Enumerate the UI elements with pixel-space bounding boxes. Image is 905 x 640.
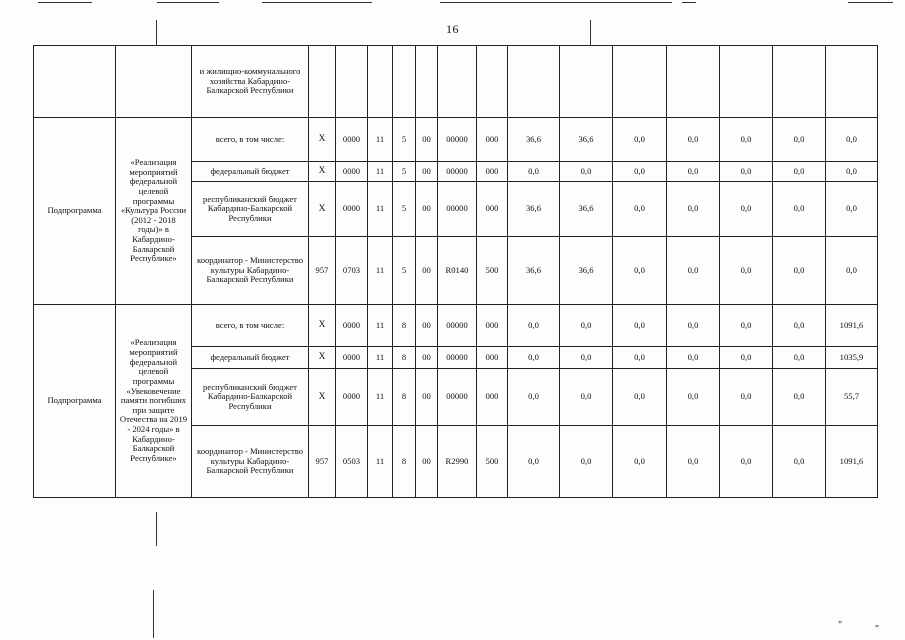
scan-artifact-line [440,2,672,3]
subprogram-name-cell: «Реализация мероприятий федеральной целевой программы «Культура России (2012 - 2018 годы)» в Кабардино-Балкарской Республике» [116,118,192,305]
csr-program-cell: 11 [368,347,393,369]
subprogram-name-cell: «Реализация мероприятий федеральной целевой программы «Увековечение памяти погибших при защите Отечества на 2019 - 2024 годы» в Кабардино-Балкарской Республике» [116,305,192,498]
value-cell: 0,0 [508,305,560,347]
csr-event-cell: 00 [416,305,438,347]
budget-table [33,45,878,498]
csr-program-cell: 11 [368,118,393,162]
value-cell: 0,0 [773,162,826,182]
vr-cell: 000 [477,162,508,182]
value-cell: 0,0 [773,237,826,305]
grbs-cell: X [309,182,336,237]
source-cell: всего, в том числе: [192,305,309,347]
scan-artifact-vline [156,512,157,546]
source-cell: координатор - Министерство культуры Кабардино-Балкарской Республики [192,426,309,498]
scan-artifact-line [682,2,696,3]
stray-mark: " [838,620,843,631]
value-cell: 0,0 [667,369,720,426]
csr-subprogram-cell: 5 [393,237,416,305]
value-cell: 55,7 [826,369,878,426]
csr-subprogram-cell: 5 [393,182,416,237]
value-cell: 0,0 [613,347,667,369]
csr-direction-cell: R0140 [438,237,477,305]
value-cell: 0,0 [773,305,826,347]
value-cell: 0,0 [773,347,826,369]
value-cell: 0,0 [773,118,826,162]
value-cell: 0,0 [667,347,720,369]
value-cell: 0,0 [720,182,773,237]
value-cell: 0,0 [720,426,773,498]
csr-subprogram-cell: 8 [393,305,416,347]
grbs-cell: X [309,162,336,182]
value-cell: 0,0 [667,237,720,305]
value-cell: 0,0 [720,118,773,162]
value-cell: 0,0 [826,118,878,162]
grbs-cell: X [309,118,336,162]
vr-cell: 000 [477,182,508,237]
status-cell: Подпрограмма [34,118,116,305]
value-cell: 0,0 [826,182,878,237]
status-cell [34,46,116,118]
value-cell: 0,0 [560,369,613,426]
value-cell: 0,0 [560,347,613,369]
source-cell: координатор - Министерство культуры Кабардино-Балкарской Республики [192,237,309,305]
scan-artifact-line [157,2,219,3]
csr-program-cell: 11 [368,305,393,347]
value-cell: 0,0 [773,426,826,498]
value-cell: 0,0 [613,426,667,498]
scan-artifact-line [848,2,893,3]
value-cell: 0,0 [613,237,667,305]
scan-artifact-line [262,2,372,3]
csr-direction-cell: 00000 [438,305,477,347]
grbs-cell: 957 [309,237,336,305]
source-cell: республиканский бюджет Кабардино-Балкарской Республики [192,369,309,426]
vr-cell: 000 [477,369,508,426]
scan-artifact-vline [156,20,157,45]
csr-program-cell: 11 [368,369,393,426]
stray-mark: " [875,624,880,635]
csr-subprogram-cell: 8 [393,369,416,426]
value-cell: 36,6 [508,118,560,162]
value-cell: 0,0 [667,426,720,498]
rzpr-cell: 0000 [336,305,368,347]
value-cell: 0,0 [613,162,667,182]
value-cell: 0,0 [560,305,613,347]
value-cell: 0,0 [720,237,773,305]
csr-direction-cell: 00000 [438,347,477,369]
scan-artifact-vline [153,590,154,638]
value-cell: 0,0 [560,426,613,498]
table-row [34,305,878,347]
vr-cell: 500 [477,237,508,305]
value-cell: 0,0 [508,162,560,182]
value-cell: 36,6 [508,237,560,305]
value-cell: 0,0 [613,182,667,237]
rzpr-cell: 0000 [336,118,368,162]
source-cell: республиканский бюджет Кабардино-Балкарской Республики [192,182,309,237]
source-cell: и жилищно-коммунального хозяйства Кабардино-Балкарской Республики [192,46,309,118]
page-number: 16 [446,22,459,36]
csr-program-cell: 11 [368,237,393,305]
csr-event-cell: 00 [416,237,438,305]
grbs-cell: 957 [309,426,336,498]
value-cell: 0,0 [720,305,773,347]
scan-artifact-vline [590,20,591,45]
name-cell [116,46,192,118]
csr-event-cell: 00 [416,347,438,369]
vr-cell: 000 [477,305,508,347]
scan-artifact-line [38,2,92,3]
rzpr-cell: 0000 [336,182,368,237]
source-cell: всего, в том числе: [192,118,309,162]
value-cell: 0,0 [720,347,773,369]
csr-subprogram-cell: 5 [393,162,416,182]
value-cell: 0,0 [773,369,826,426]
value-cell: 1091,6 [826,426,878,498]
grbs-cell: X [309,369,336,426]
value-cell: 0,0 [667,182,720,237]
value-cell: 0,0 [613,118,667,162]
csr-subprogram-cell: 5 [393,118,416,162]
value-cell: 0,0 [508,426,560,498]
value-cell: 0,0 [560,162,613,182]
grbs-cell: X [309,347,336,369]
value-cell: 0,0 [613,305,667,347]
csr-event-cell: 00 [416,369,438,426]
value-cell: 0,0 [508,369,560,426]
value-cell: 1035,9 [826,347,878,369]
csr-event-cell: 00 [416,118,438,162]
rzpr-cell: 0503 [336,426,368,498]
rzpr-cell: 0000 [336,162,368,182]
rzpr-cell: 0703 [336,237,368,305]
value-cell: 36,6 [560,118,613,162]
vr-cell: 500 [477,426,508,498]
value-cell: 0,0 [773,182,826,237]
value-cell: 1091,6 [826,305,878,347]
csr-program-cell: 11 [368,182,393,237]
vr-cell: 000 [477,347,508,369]
csr-direction-cell: 00000 [438,369,477,426]
csr-event-cell: 00 [416,182,438,237]
csr-direction-cell: 00000 [438,182,477,237]
value-cell: 0,0 [667,162,720,182]
value-cell: 0,0 [613,369,667,426]
value-cell: 0,0 [667,305,720,347]
csr-subprogram-cell: 8 [393,347,416,369]
continuation-row [34,46,878,118]
csr-event-cell: 00 [416,162,438,182]
value-cell: 0,0 [720,162,773,182]
csr-program-cell: 11 [368,426,393,498]
csr-program-cell: 11 [368,162,393,182]
csr-subprogram-cell: 8 [393,426,416,498]
vr-cell: 000 [477,118,508,162]
value-cell: 36,6 [560,237,613,305]
value-cell: 0,0 [667,118,720,162]
value-cell: 36,6 [560,182,613,237]
csr-event-cell: 00 [416,426,438,498]
value-cell: 0,0 [508,347,560,369]
csr-direction-cell: 00000 [438,162,477,182]
source-cell: федеральный бюджет [192,162,309,182]
value-cell: 0,0 [826,162,878,182]
value-cell: 0,0 [720,369,773,426]
status-cell: Подпрограмма [34,305,116,498]
value-cell: 0,0 [826,237,878,305]
csr-direction-cell: 00000 [438,118,477,162]
value-cell: 36,6 [508,182,560,237]
rzpr-cell: 0000 [336,369,368,426]
table-row [34,118,878,162]
grbs-cell: X [309,305,336,347]
csr-direction-cell: R2990 [438,426,477,498]
source-cell: федеральный бюджет [192,347,309,369]
rzpr-cell: 0000 [336,347,368,369]
